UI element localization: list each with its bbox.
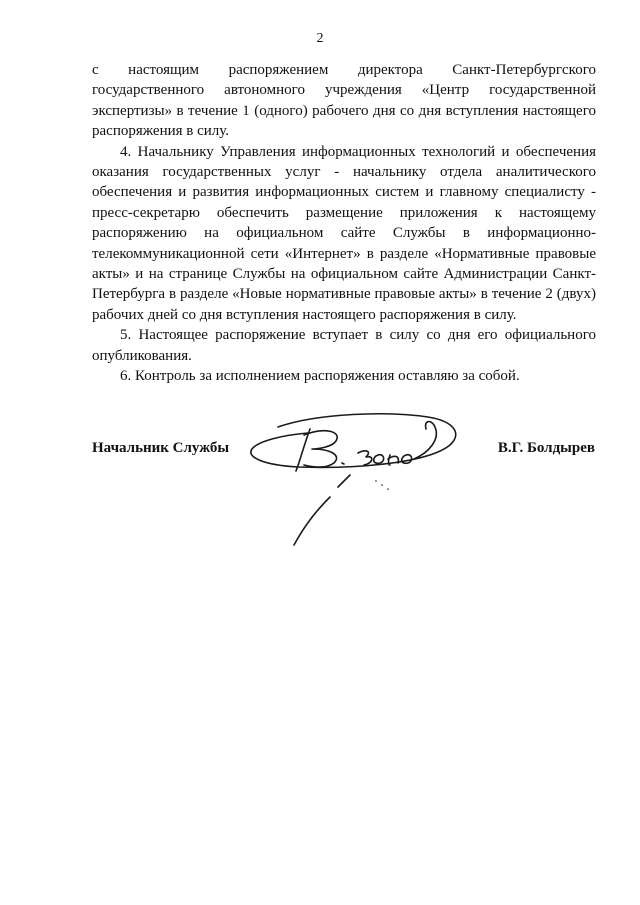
signatory-title: Начальник Службы	[92, 440, 230, 456]
document-body	[92, 60, 596, 387]
handwritten-signature	[238, 405, 488, 565]
paragraph-continuation: с настоящим распоряжением директора Санкт-Петербургского государственного автономного учреждения «Центр государственной экспертизы» в течение 1 (одного) рабочего дня со дня вступления настоящего распоряжения в силу.	[92, 62, 596, 140]
paragraph-item-5: 5. Настоящее распоряжение вступает в силу со дня его официального опубликования.	[92, 327, 596, 364]
paragraph-item-4: 4. Начальнику Управления информационных технологий и обеспечения оказания государственных услуг - начальнику отдела аналитического обеспечения и развития информационных систем и главному специалисту - пресс-секретарю обеспечить размещение приложения к настоящему распоряжению на официальном сайте Службы в информационно-телекоммуникационной сети «Интернет» в разделе «Нормативные правовые акты» и на странице Службы на официальном сайте Администрации Санкт-Петербурга в разделе «Новые нормативные правовые акты» в течение 2 (двух) рабочих дней со дня вступления настоящего распоряжения в силу.	[92, 143, 596, 323]
signatory-name: В.Г. Болдырев	[497, 440, 595, 456]
paragraph-item-6: 6. Контроль за исполнением распоряжения оставляю за собой.	[120, 368, 520, 385]
page-number: 2	[316, 31, 324, 46]
